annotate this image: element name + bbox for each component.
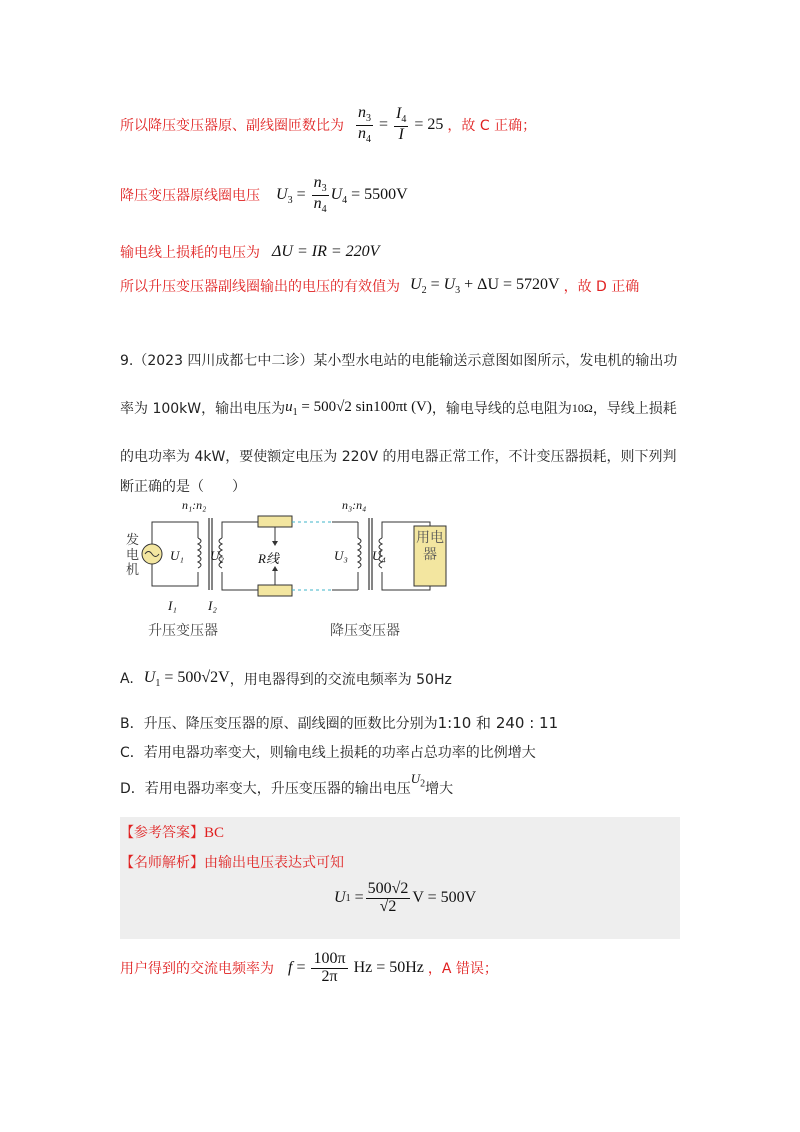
generator-label-3: 机	[126, 563, 140, 578]
formula-u2: $U_2 = U_3 + \Delta U = 5720V$	[410, 275, 560, 297]
label-n12: n₁:n₂	[182, 498, 207, 512]
question-stem-line2: 率为 100kW，输出电压为 $u_1 = 500√2$ sin100πt (V) ，输电导线的总电阻为 10Ω ，导线上损耗	[120, 398, 677, 418]
formula-answer-u1: U 1 = $\frac{500√2}{√2}$ V = 500V	[334, 879, 477, 915]
line-resistor-bottom	[258, 585, 292, 596]
label-u2: U₂	[210, 548, 224, 563]
formula-loss: ΔU = IR = 220V	[272, 243, 380, 260]
label-u1: U₁	[170, 548, 184, 563]
load-label: 用电器	[416, 530, 444, 563]
formula-option-a: $U_1 = 500√2V$	[143, 668, 230, 690]
formula-ratio: $\frac{n_3}{n_4}$ = $\frac{I_4}{I}$ = 25	[358, 103, 444, 145]
formula-u1: $u_1 = 500√2$ sin100πt (V)	[285, 398, 432, 418]
solution-line-u2	[120, 274, 639, 298]
question-stem-line4: 断正确的是（ ）	[120, 479, 246, 495]
option-d[interactable]: D．若用电器功率变大，升压变压器的输出电压 $U_2$ 增大	[120, 770, 454, 797]
generator-label-2: 电	[126, 548, 140, 563]
label-n34: n₃:n₄	[342, 498, 367, 512]
label-i2: I₂	[208, 598, 217, 613]
generator-label-1: 发	[126, 533, 140, 548]
question-stem-line3: 的电功率为 4kW，要使额定电压为 220V 的用电器正常工作，不计变压器损耗，则下列判	[120, 449, 677, 465]
label-r-line: R线	[258, 551, 279, 566]
solution-line-ratio	[120, 100, 536, 150]
solution-tail: ，故 D 正确	[563, 279, 640, 295]
formula-u3: $U_3$ = $\frac{n_3}{n_4}$ $U_4 = 5500V$	[276, 173, 408, 215]
analysis-heading: 【名师解析】由输出电压表达式可知	[120, 855, 344, 871]
solution-line-voltage	[120, 170, 408, 220]
option-b[interactable]: B．升压、降压变压器的原、副线圈的匝数比分别为 1:10 和 240 : 11	[120, 714, 559, 732]
solution-text: 所以升压变压器副线圈输出的电压的有效值为	[120, 279, 400, 295]
label-step-down: 降压变压器	[330, 623, 400, 639]
solution-text: 输电线上损耗的电压为	[120, 245, 260, 261]
solution-frequency: 用户得到的交流电频率为 f = $\frac{100\pi}{2\pi}$ Hz = 50Hz ，A 错误；	[120, 949, 498, 985]
solution-text: 所以降压变压器原、副线圈匝数比为	[120, 118, 344, 134]
line-resistor-top	[258, 516, 292, 527]
option-c[interactable]: C．若用电器功率变大，则输电线上损耗的功率占总功率的比例增大	[120, 745, 536, 761]
coil-1	[198, 538, 201, 568]
label-step-up: 升压变压器	[148, 623, 218, 639]
label-i1: I₁	[168, 598, 177, 613]
solution-text: 降压变压器原线圈电压	[120, 188, 260, 204]
label-u3: U₃	[334, 548, 348, 563]
label-u4: U₄	[372, 548, 386, 563]
option-a[interactable]: A. $U_1 = 500√2V$ ，用电器得到的交流电频率为 50Hz	[120, 668, 452, 690]
solution-line-loss	[120, 240, 379, 264]
reference-answer: 【参考答案】BC	[120, 825, 225, 841]
formula-frequency: f = $\frac{100\pi}{2\pi}$ Hz = 50Hz	[288, 949, 424, 985]
solution-tail: ，故 C 正确；	[447, 118, 537, 134]
question-stem-line1: 9.（2023 四川成都七中二诊）某小型水电站的电能输送示意图如图所示，发电机的输出功	[120, 353, 678, 369]
coil-3	[358, 538, 361, 568]
